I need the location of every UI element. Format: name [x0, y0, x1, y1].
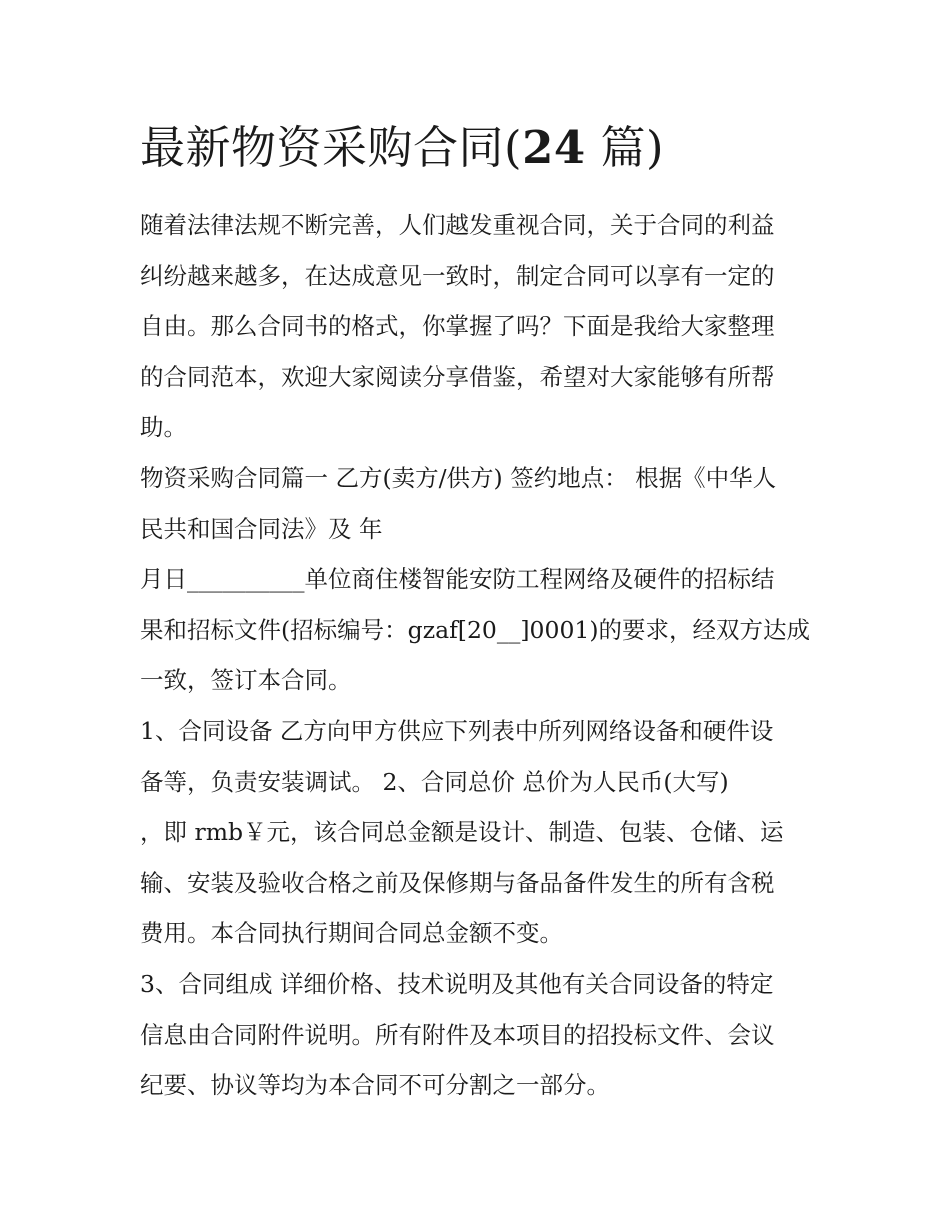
body-line: 民共和国合同法》及 年 [140, 514, 383, 543]
body-line: 物资采购合同篇一 乙方(卖方/供方) 签约地点： 根据《中华人 [140, 463, 777, 492]
title-text: 最新物资采购合同( [140, 121, 523, 174]
body-line: 的合同范本，欢迎大家阅读分享借鉴，希望对大家能够有所帮 [140, 362, 775, 391]
body-line: 一致，签订本合同。 [140, 666, 352, 695]
body-line: 1、合同设备 乙方向甲方供应下列表中所列网络设备和硬件设 [140, 716, 774, 745]
body-line: 自由。那么合同书的格式，你掌握了吗？下面是我给大家整理 [140, 312, 775, 341]
body-line: 备等，负责安装调试。 2、合同总价 总价为人民币(大写) [140, 767, 729, 796]
body-line: 输、安装及验收合格之前及保修期与备品备件发生的所有含税 [140, 868, 775, 897]
body-line: 信息由合同附件说明。所有附件及本项目的招投标文件、会议 [140, 1020, 775, 1049]
body-line: 月日__________单位商住楼智能安防工程网络及硬件的招标结 [140, 565, 775, 594]
body-line: 纪要、协议等均为本合同不可分割之一部分。 [140, 1071, 610, 1100]
body-line: ，即 rmb￥元，该合同总金额是设计、制造、包装、仓储、运 [140, 818, 784, 847]
body-line: 随着法律法规不断完善，人们越发重视合同，关于合同的利益 [140, 211, 775, 239]
body-line: 3、合同组成 详细价格、技术说明及其他有关合同设备的特定 [140, 969, 774, 998]
body-line: 纠纷越来越多，在达成意见一致时，制定合同可以享有一定的 [140, 261, 775, 290]
body-line: 助。 [140, 413, 187, 442]
title-tail: 篇) [585, 121, 665, 174]
document-title [140, 118, 815, 178]
body-line: 果和招标文件(招标编号：gzaf[20__]0001)的要求，经双方达成 [140, 615, 811, 644]
title-count: 24 [522, 121, 586, 174]
body-line: 费用。本合同执行期间合同总金额不变。 [140, 919, 563, 948]
document-body [140, 200, 815, 1111]
document-page [140, 118, 815, 1111]
